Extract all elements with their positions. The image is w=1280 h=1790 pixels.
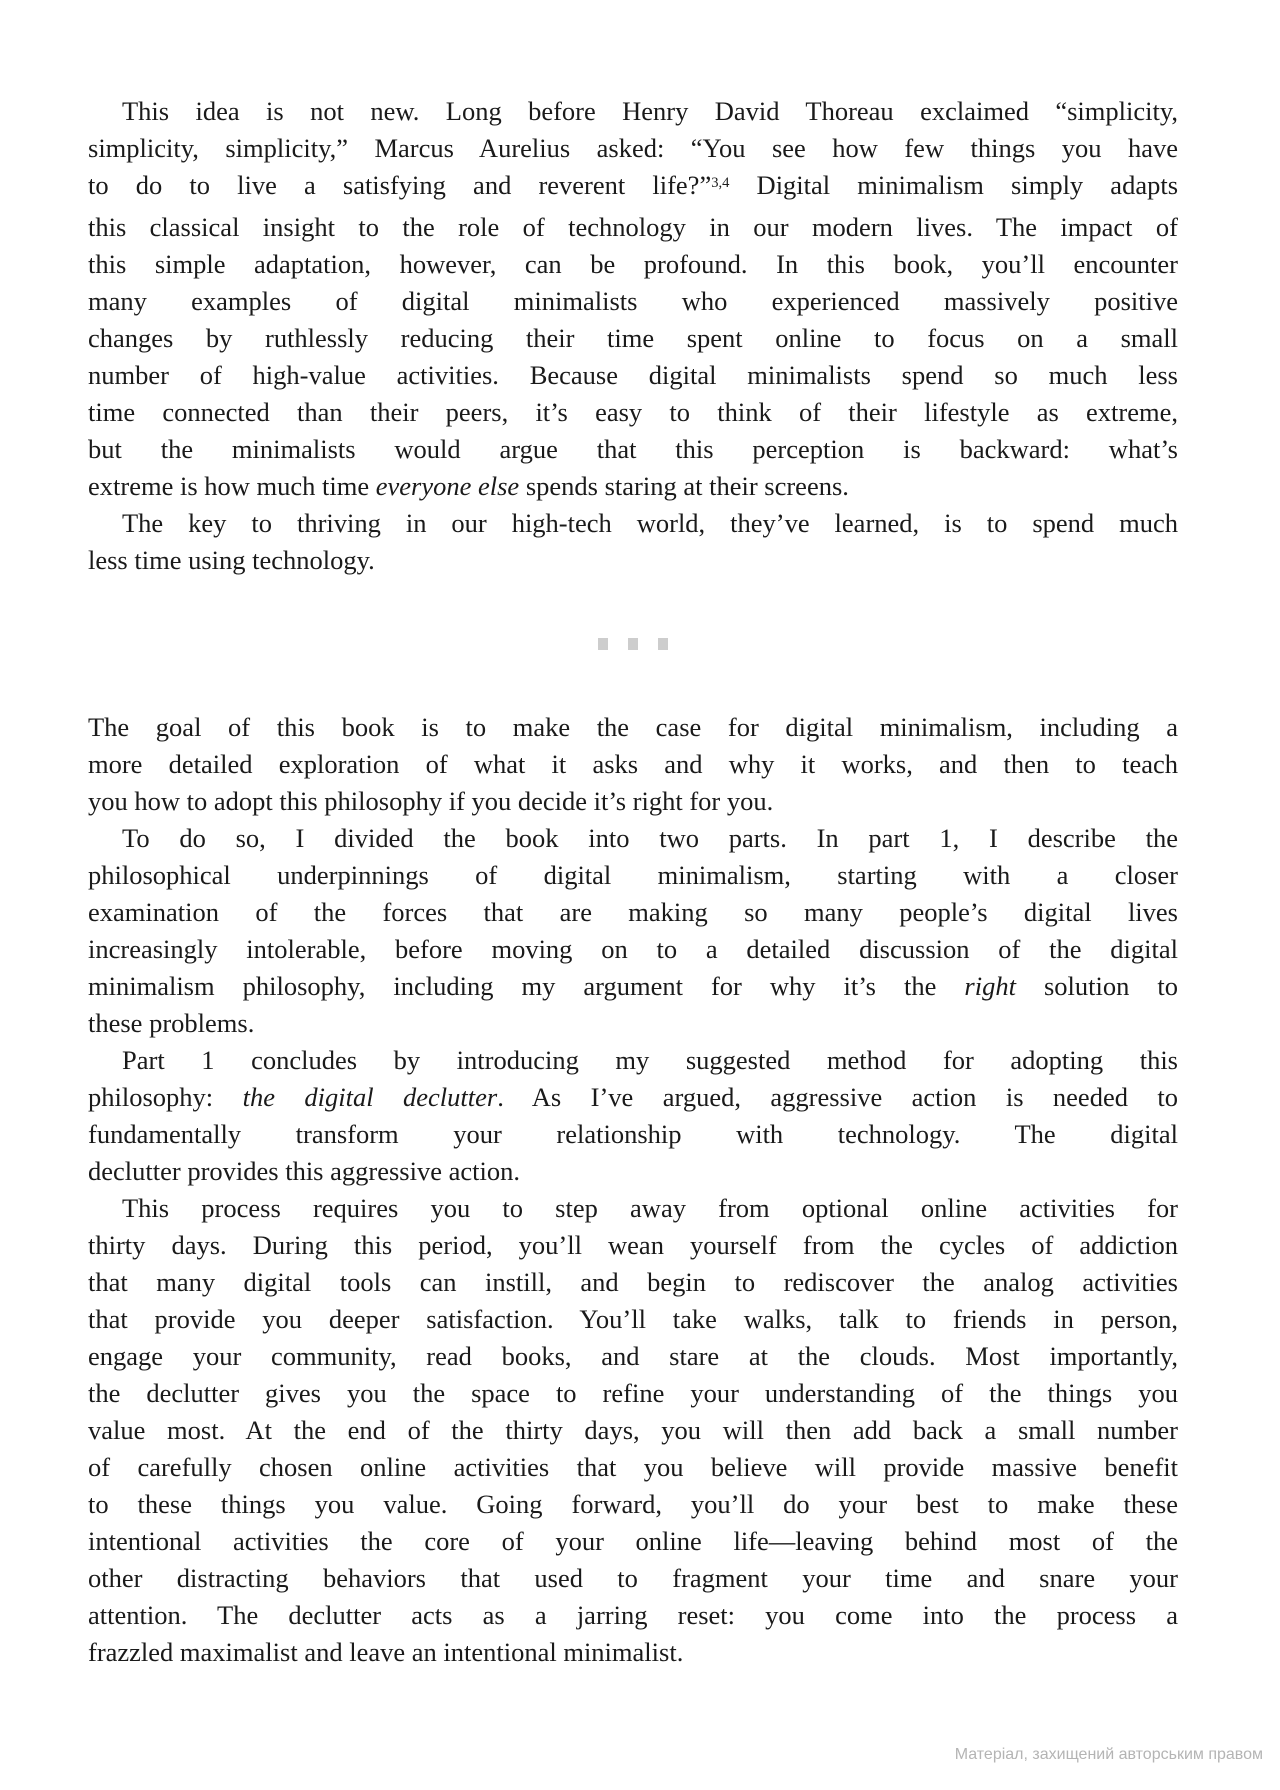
text-line: increasingly intolerable, before moving on to a detailed discussion of the digital — [88, 934, 1178, 964]
text-line: more detailed exploration of what it asks and why it works, and then to teach — [88, 749, 1178, 779]
text-line: frazzled maximalist and leave an intentional minimalist. — [88, 1637, 684, 1667]
text-line: you how to adopt this philosophy if you decide it’s right for you. — [88, 786, 774, 816]
text-line: other distracting behaviors that used to fragment your time and snare your — [88, 1563, 1178, 1593]
text-line: engage your community, read books, and stare at the clouds. Most importantly, — [88, 1341, 1178, 1371]
paragraph — [88, 709, 1178, 820]
text-line: This idea is not new. Long before Henry David Thoreau exclaimed “simplicity, — [122, 96, 1178, 126]
paragraph — [88, 505, 1178, 579]
text-line: the declutter gives you the space to refine your understanding of the things you — [88, 1378, 1178, 1408]
text-line: these problems. — [88, 1008, 255, 1038]
text-line: number of high-value activities. Because digital minimalists spend so much less — [88, 360, 1178, 390]
text-line: to do to live a satisfying and reverent life?”$^{3,4}$ Digital minimalism simply adapts — [88, 170, 1179, 200]
text-line: many examples of digital minimalists who experienced massively positive — [88, 286, 1178, 316]
text-line: The key to thriving in our high-tech world, they’ve learned, is to spend much — [122, 508, 1178, 538]
text-line: but the minimalists would argue that this perception is backward: what’s — [88, 434, 1178, 464]
text-line: philosophy: the digital declutter. As I’ve argued, aggressive action is needed to — [88, 1082, 1178, 1112]
text-line: extreme is how much time everyone else spends staring at their screens. — [88, 471, 849, 501]
text-line: The goal of this book is to make the case for digital minimalism, including a — [88, 712, 1178, 742]
text-line: attention. The declutter acts as a jarring reset: you come into the process a — [88, 1600, 1178, 1630]
text-line: examination of the forces that are making so many people’s digital lives — [88, 897, 1178, 927]
section-break-square-icon — [598, 638, 608, 650]
text-line: minimalism philosophy, including my argument for why it’s the right solution to — [88, 971, 1178, 1001]
text-line: changes by ruthlessly reducing their time spent online to focus on a small — [88, 323, 1178, 353]
section-break-square-icon — [628, 638, 638, 650]
section-break-square-icon — [658, 638, 668, 650]
text-line: fundamentally transform your relationship with technology. The digital — [88, 1119, 1178, 1149]
text-line: declutter provides this aggressive action. — [88, 1156, 520, 1186]
paragraph — [88, 820, 1178, 1042]
text-line: this classical insight to the role of technology in our modern lives. The impact of — [88, 212, 1178, 242]
text-line: this simple adaptation, however, can be profound. In this book, you’ll encounter — [88, 249, 1178, 279]
text-line: intentional activities the core of your online life—leaving behind most of the — [88, 1526, 1178, 1556]
text-line: To do so, I divided the book into two parts. In part 1, I describe the — [122, 823, 1178, 853]
text-line: This process requires you to step away from optional online activities for — [122, 1193, 1178, 1223]
text-line: philosophical underpinnings of digital minimalism, starting with a closer — [88, 860, 1178, 890]
paragraph — [88, 1042, 1178, 1190]
text-line: Part 1 concludes by introducing my suggested method for adopting this — [122, 1045, 1178, 1075]
text-line: that provide you deeper satisfaction. You’ll take walks, talk to friends in person, — [88, 1304, 1178, 1334]
section-break — [88, 579, 1178, 709]
text-line: to these things you value. Going forward, you’ll do your best to make these — [88, 1489, 1178, 1519]
text-line: less time using technology. — [88, 545, 375, 575]
text-line: that many digital tools can instill, and begin to rediscover the analog activities — [88, 1267, 1178, 1297]
text-line: time connected than their peers, it’s easy to think of their lifestyle as extreme, — [88, 397, 1178, 427]
text-line: simplicity, simplicity,” Marcus Aurelius asked: “You see how few things you have — [88, 133, 1178, 163]
paragraph — [88, 93, 1178, 505]
text-line: thirty days. During this period, you’ll wean yourself from the cycles of addiction — [88, 1230, 1178, 1260]
page-text — [88, 93, 1178, 1671]
copyright-watermark: Матеріал, захищений авторським правом — [954, 1746, 1263, 1763]
text-line: value most. At the end of the thirty days, you will then add back a small number — [88, 1415, 1178, 1445]
text-line: of carefully chosen online activities that you believe will provide massive benefit — [88, 1452, 1178, 1482]
paragraph — [88, 1190, 1178, 1671]
